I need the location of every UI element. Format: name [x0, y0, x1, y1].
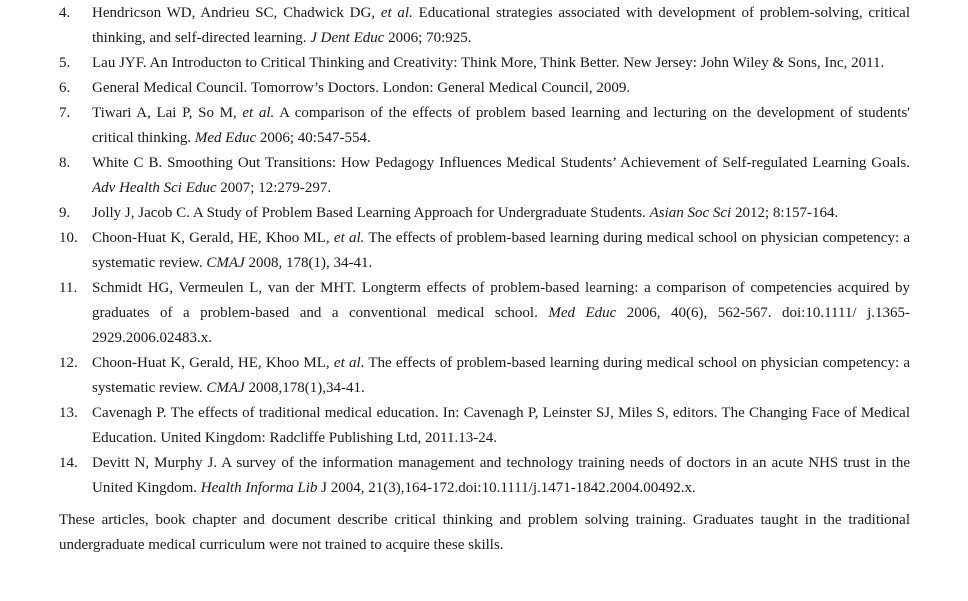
reference-item — [59, 51, 910, 76]
reference-italic-segment: Adv Health Sci Educ — [92, 180, 217, 196]
reference-text-segment: Hendricson WD, Andrieu SC, Chadwick DG, — [92, 5, 381, 21]
reference-number: 6. — [59, 80, 71, 96]
reference-text-segment: 2012; 8:157-164. — [731, 205, 839, 221]
reference-text — [92, 105, 910, 146]
reference-text-segment: Lau JYF. An Introducton to Critical Thinking and Creativity: Think More, Think Better. New Jersey: John Wiley & Sons, Inc, 2011. — [92, 55, 885, 71]
reference-text-segment: General Medical Council. Tomorrow’s Doctors. London: General Medical Council, 2009. — [92, 80, 631, 96]
reference-text-segment: Educational strategies associated with development of problem-solving, critical thinking, and self-directed learning. — [92, 5, 910, 46]
reference-text — [92, 280, 910, 346]
reference-text-segment: A comparison of the effects of problem based learning and lecturing on the development of students' critical thinking. — [92, 105, 911, 146]
reference-text-segment: 2006, 40(6), 562-567. doi:10.1111/ j.1365-2929.2006.02483.x. — [92, 305, 910, 346]
reference-italic-segment: Med Educ — [548, 305, 617, 321]
reference-text-segment: 2008,178(1),34-41. — [244, 380, 365, 396]
reference-text-segment: 2006; 40:547-554. — [256, 130, 371, 146]
reference-text — [92, 155, 910, 196]
reference-number: 14. — [59, 455, 78, 471]
reference-number: 8. — [59, 155, 71, 171]
reference-text-segment: 2006; 70:925. — [384, 30, 472, 46]
reference-italic-segment: Health Informa Lib — [200, 480, 318, 496]
reference-item — [59, 151, 910, 201]
reference-text-segment: Tiwari A, Lai P, So M, — [92, 105, 243, 121]
reference-text — [92, 55, 884, 71]
reference-italic-segment: et al. — [242, 105, 275, 121]
reference-text-segment: Choon-Huat K, Gerald, HE, Khoo ML, — [92, 355, 334, 371]
reference-number: 13. — [59, 405, 78, 421]
reference-italic-segment: et al. — [333, 230, 365, 246]
reference-item — [59, 276, 910, 351]
reference-text-segment: Choon-Huat K, Gerald, HE, Khoo ML, — [92, 230, 334, 246]
reference-item — [59, 1, 910, 51]
reference-list — [59, 1, 910, 501]
reference-text-segment: 2008, 178(1), 34-41. — [244, 255, 373, 271]
reference-number: 11. — [59, 280, 78, 296]
reference-text — [92, 355, 910, 396]
reference-item — [59, 201, 910, 226]
reference-text-segment: Devitt N, Murphy J. A survey of the information management and technology training needs of doctors in an acute NHS trust in the United Kingdom. — [92, 455, 910, 496]
reference-text — [92, 455, 910, 496]
reference-number: 4. — [59, 5, 71, 21]
reference-text-segment: . The effects of problem-based learning during medical school on physician competency: a systematic review. — [92, 355, 911, 396]
closing-paragraph: These articles, book chapter and document describe critical thinking and problem solving training. Graduates taught in the traditional undergraduate medical curriculum were not trained to acquire these skills. — [59, 512, 910, 553]
reference-text — [92, 5, 910, 46]
reference-item — [59, 401, 910, 451]
reference-number: 9. — [59, 205, 71, 221]
reference-text-segment: White C B. Smoothing Out Transitions: How Pedagogy Influences Medical Students’ Achievement of Self-regulated Learning Goals. — [92, 155, 910, 171]
reference-number: 5. — [59, 55, 71, 71]
reference-item — [59, 101, 910, 151]
reference-number: 7. — [59, 105, 71, 121]
reference-italic-segment: J Dent Educ — [310, 30, 385, 46]
reference-text-segment: Jolly J, Jacob C. A Study of Problem Based Learning Approach for Undergraduate Students. — [92, 205, 650, 221]
reference-italic-segment: et al. — [380, 5, 413, 21]
reference-item — [59, 76, 910, 101]
reference-text-segment: Cavenagh P. The effects of traditional medical education. In: Cavenagh P, Leinster SJ, Miles S, editors. The Changing Face of Medical Education. United Kingdom: Radcliffe Publishing Ltd, 2011.13-24. — [92, 405, 910, 446]
reference-italic-segment: Med Educ — [194, 130, 257, 146]
reference-italic-segment: et al — [333, 355, 361, 371]
reference-italic-segment: Asian Soc Sci — [649, 205, 732, 221]
reference-text-segment: Schmidt HG, Vermeulen L, van der MHT. Longterm effects of problem-based learning: a comparison of competencies acquired by graduates of a problem-based and a conventional medical school. — [92, 280, 910, 321]
reference-number: 10. — [59, 230, 78, 246]
reference-text — [92, 80, 630, 96]
reference-text — [92, 230, 910, 271]
reference-text-segment: J 2004, 21(3),164-172.doi:10.1111/j.1471-1842.2004.00492.x. — [317, 480, 696, 496]
reference-italic-segment: CMAJ — [206, 380, 245, 396]
reference-item — [59, 226, 910, 276]
reference-text — [92, 405, 910, 446]
reference-italic-segment: CMAJ — [206, 255, 245, 271]
reference-text-segment: 2007; 12:279-297. — [216, 180, 332, 196]
reference-text — [92, 205, 838, 221]
reference-number: 12. — [59, 355, 78, 371]
reference-text-segment: The effects of problem-based learning during medical school on physician competency: a systematic review. — [92, 230, 911, 271]
reference-item — [59, 451, 910, 501]
document-page — [59, 1, 910, 573]
reference-item — [59, 351, 910, 401]
